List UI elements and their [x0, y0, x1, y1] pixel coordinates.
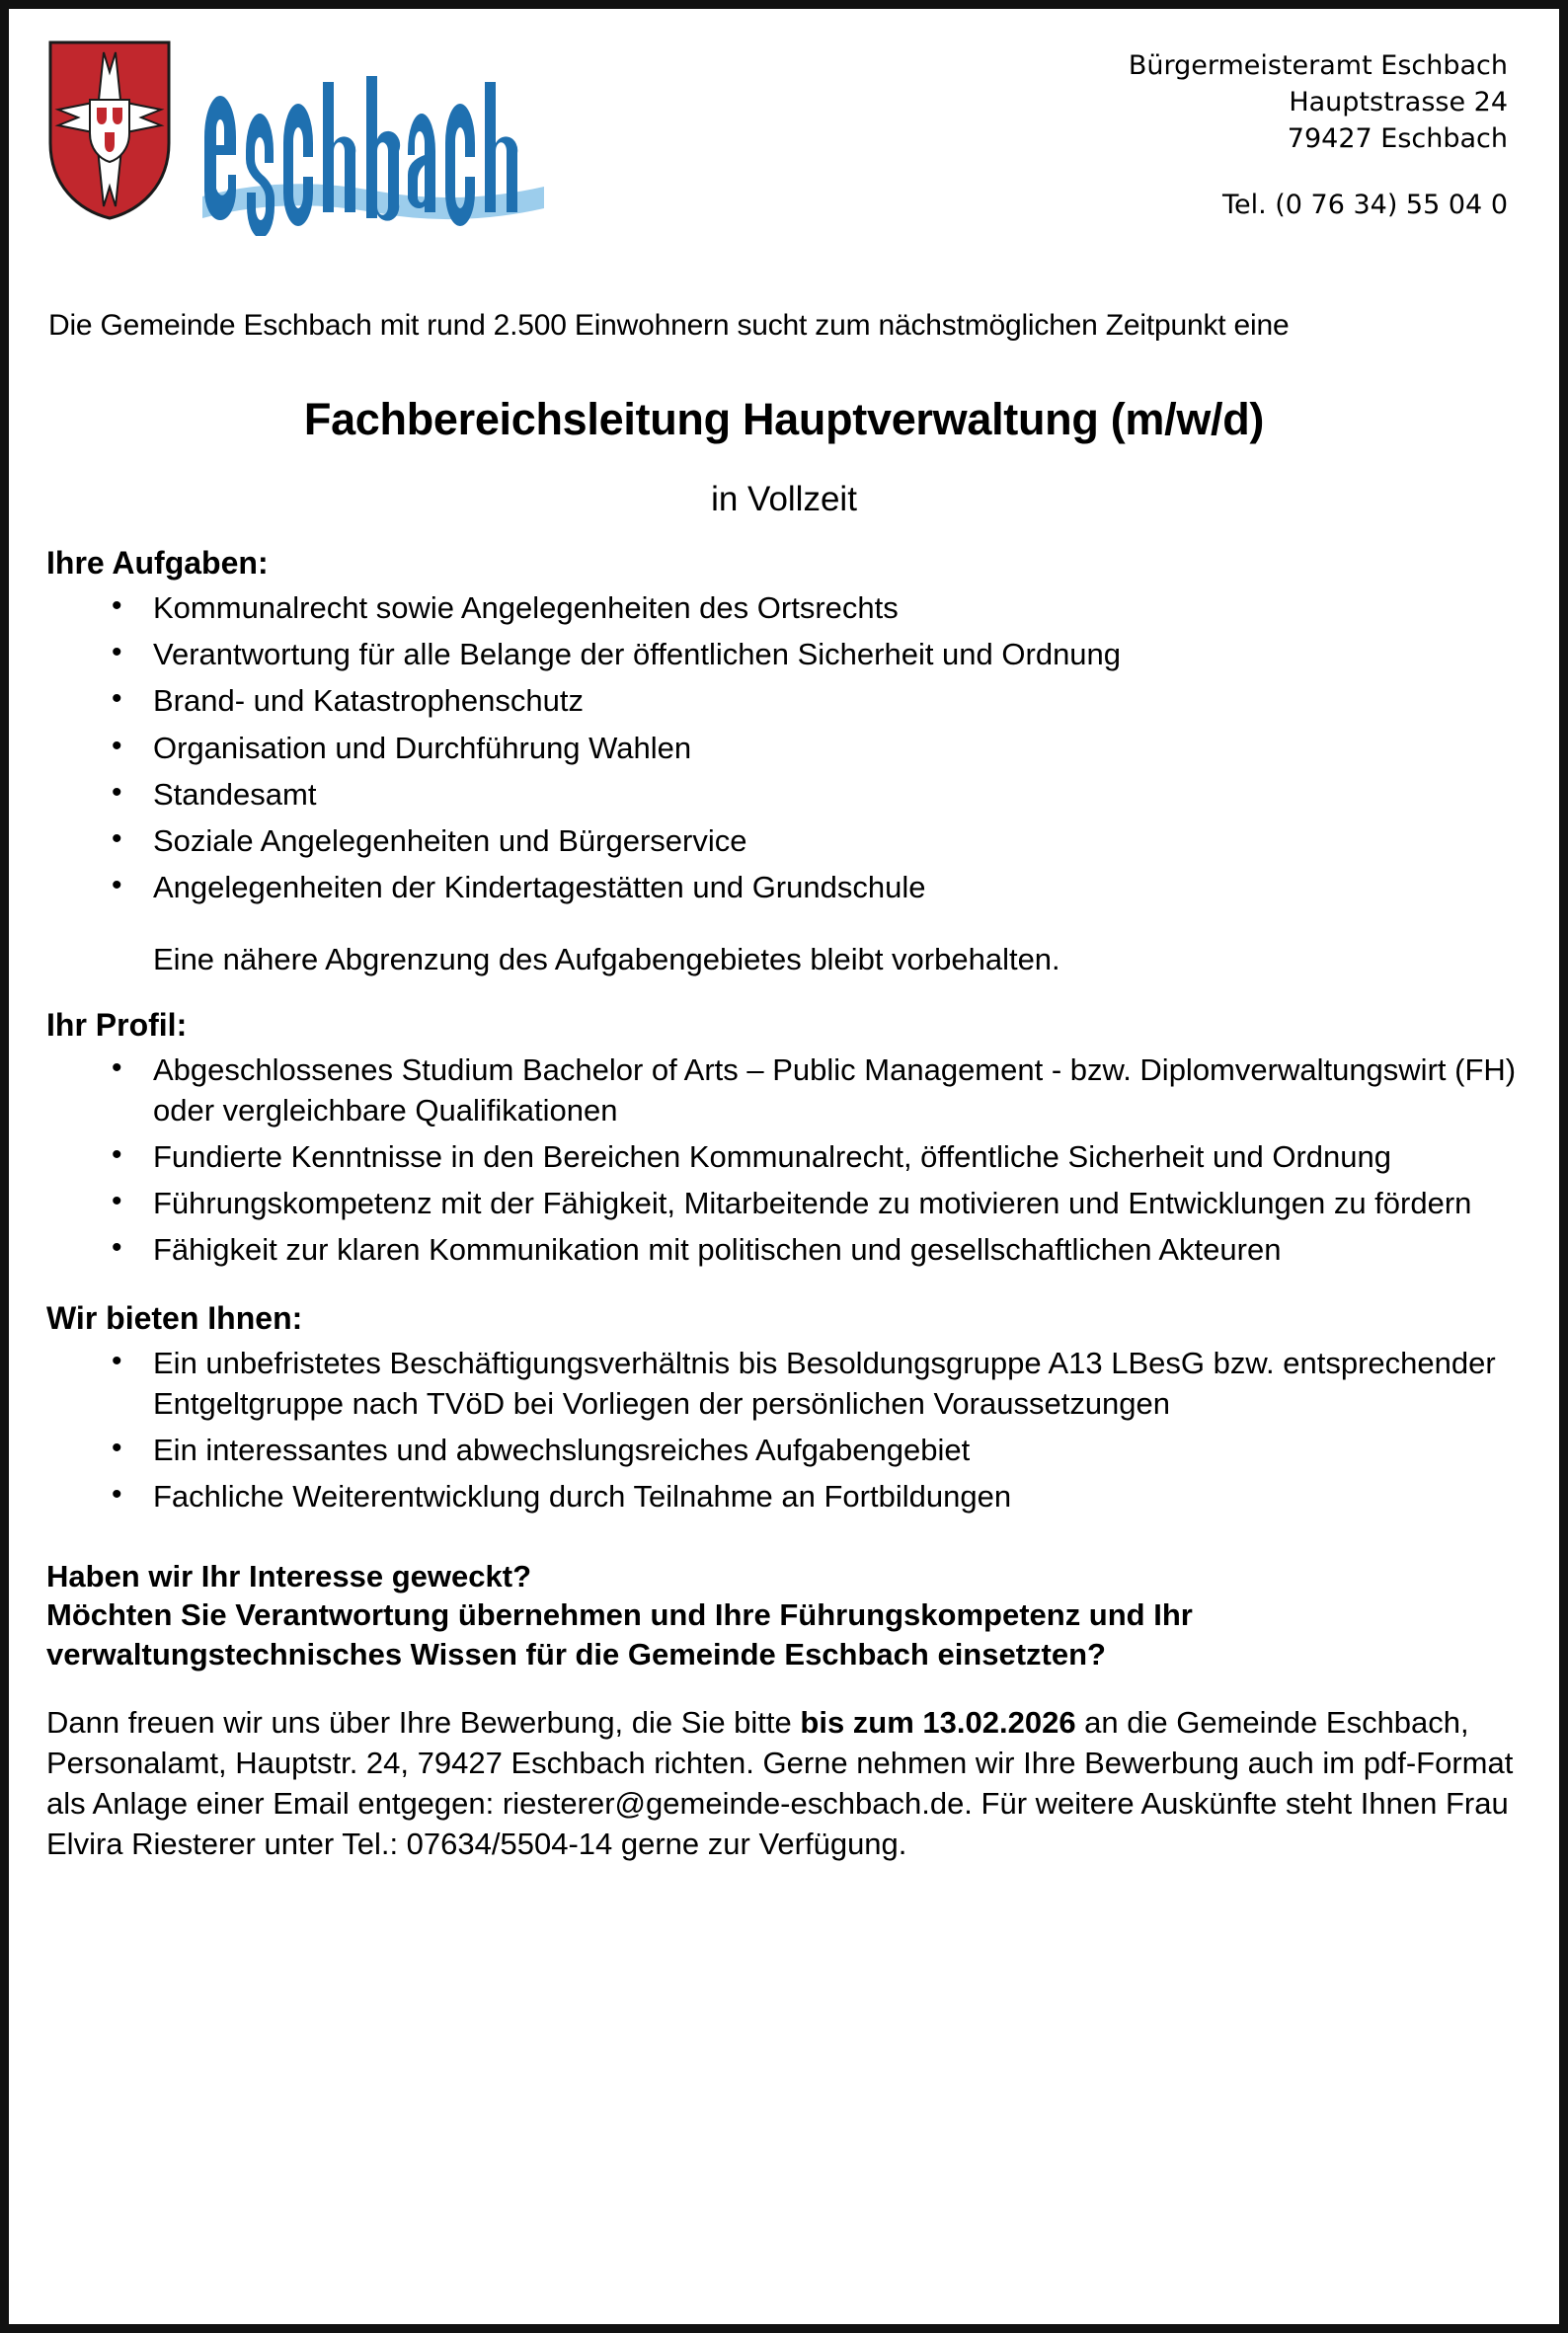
list-item: • Soziale Angelegenheiten und Bürgerservice: [153, 820, 1522, 861]
contact-address-block: [1129, 31, 1522, 224]
call-to-action-block: [46, 1557, 1522, 1674]
eschbach-wordmark-logo: [191, 48, 556, 236]
list-item: • Ein interessantes und abwechslungsreiches Aufgabengebiet: [153, 1430, 1522, 1470]
section-heading-profil: Ihr Profil:: [46, 1006, 188, 1043]
aufgaben-note: Eine nähere Abgrenzung des Aufgabengebietes bleibt vorbehalten.: [153, 941, 1060, 976]
closing-intro-text: Dann freuen wir uns über Ihre Bewerbung, die Sie bitte: [46, 1704, 801, 1740]
address-line-telephone: Tel. (0 76 34) 55 04 0: [1222, 189, 1508, 220]
application-deadline: bis zum 13.02.2026: [800, 1704, 1076, 1740]
list-item: • Fundierte Kenntnisse in den Bereichen Kommunalrecht, öffentliche Sicherheit und Ordnung: [153, 1136, 1522, 1177]
job-title: Fachbereichsleitung Hauptverwaltung (m/w/d): [303, 394, 1265, 444]
list-item: • Brand- und Katastrophenschutz: [153, 680, 1522, 721]
list-item: • Kommunalrecht sowie Angelegenheiten des Ortsrechts: [153, 587, 1522, 628]
document-header: [46, 31, 1522, 277]
list-item: • Angelegenheiten der Kindertagestätten und Grundschule: [153, 867, 1522, 907]
list-item: • Fähigkeit zur klaren Kommunikation mit politischen und gesellschaftlichen Akteuren: [153, 1229, 1522, 1270]
address-line-office: Bürgermeisteramt Eschbach: [1128, 50, 1508, 81]
cta-line-2: Möchten Sie Verantwortung übernehmen und Ihre Führungskompetenz und Ihr: [46, 1597, 1193, 1633]
closing-contact-text: an die Gemeinde Eschbach, Personalamt, Hauptstr. 24, 79427 Eschbach richten. Gerne nehmen wir Ihre Bewerbung auch im pdf-Format als Anlage einer Email entgegen: riesterer@gemeinde-eschbach.de. Für weitere Auskünfte steht Ihnen Frau Elvira Riesterer unter Tel.: 07634/5504-14 gerne zur Verfügung.: [46, 1704, 1514, 1862]
application-instructions: [46, 1702, 1522, 1865]
coat-of-arms-icon: [46, 39, 173, 222]
list-item: • Standesamt: [153, 774, 1522, 815]
list-item: • Führungskompetenz mit der Fähigkeit, Mitarbeitende zu motivieren und Entwicklungen zu fördern: [153, 1183, 1522, 1223]
address-line-street: Hauptstrasse 24: [1289, 86, 1508, 117]
aufgaben-list: [46, 587, 1522, 908]
list-item: • Abgeschlossenes Studium Bachelor of Arts – Public Management - bzw. Diplomverwaltungswirt (FH) oder vergleichbare Qualifikationen: [153, 1050, 1522, 1130]
cta-line-1: Haben wir Ihr Interesse geweckt?: [46, 1558, 532, 1594]
municipality-branding: [46, 31, 556, 236]
intro-sentence: Die Gemeinde Eschbach mit rund 2.500 Einwohnern sucht zum nächstmöglichen Zeitpunkt eine: [48, 309, 1290, 342]
job-employment-type: in Vollzeit: [711, 480, 857, 518]
address-line-city: 79427 Eschbach: [1287, 122, 1508, 154]
list-item: • Verantwortung für alle Belange der öffentlichen Sicherheit und Ordnung: [153, 634, 1522, 674]
list-item: • Organisation und Durchführung Wahlen: [153, 728, 1522, 768]
bieten-list: [46, 1343, 1522, 1517]
section-heading-bieten: Wir bieten Ihnen:: [46, 1299, 303, 1336]
profil-list: [46, 1050, 1522, 1271]
list-item: • Fachliche Weiterentwicklung durch Teilnahme an Fortbildungen: [153, 1476, 1522, 1516]
section-heading-aufgaben: Ihre Aufgaben:: [46, 545, 269, 581]
list-item: • Ein unbefristetes Beschäftigungsverhältnis bis Besoldungsgruppe A13 LBesG bzw. entsprechender Entgeltgruppe nach TVöD bei Vorliegen der persönlichen Voraussetzungen: [153, 1343, 1522, 1424]
cta-line-3: verwaltungstechnisches Wissen für die Gemeinde Eschbach einsetzten?: [46, 1636, 1106, 1672]
